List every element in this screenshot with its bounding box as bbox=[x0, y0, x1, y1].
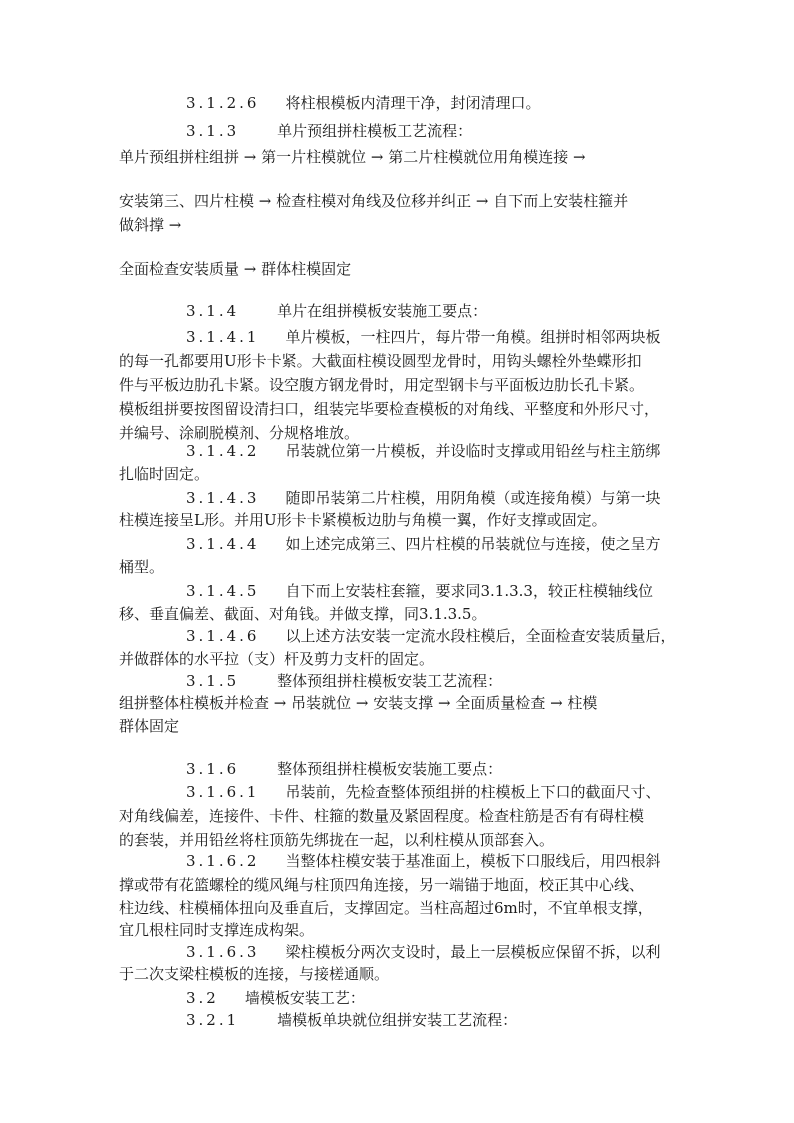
heading-text: 墙模板单块就位组拼安装工艺流程： bbox=[277, 1011, 518, 1029]
heading-3-1-3 bbox=[186, 120, 472, 142]
flow-line: 安装第三、四片柱模 → 检查柱模对角线及位移并纠正 → 自下而上安装柱箍并 bbox=[119, 192, 629, 210]
heading-3-1-4 bbox=[186, 300, 487, 322]
clause-3-1-4-4 bbox=[186, 533, 661, 555]
clause-number: 3.1.4.4 bbox=[186, 535, 260, 553]
clause-text: 吊装前，先检查整体预组拼的柱模板上下口的截面尺寸、 bbox=[285, 783, 661, 801]
clause-number: 3.1.4.2 bbox=[186, 442, 260, 460]
clause-number: 3.1.4.3 bbox=[186, 489, 260, 507]
clause-text: 吊装就位第一片模板，并设临时支撑或用铅丝与柱主筋绑 bbox=[285, 442, 661, 460]
clause-continuation: 的每一孔都要用U形卡卡紧。大截面柱模设圆型龙骨时，用钩头螺栓外垫蝶形扣 bbox=[119, 352, 642, 370]
clause-number: 3.1.4.5 bbox=[186, 582, 260, 600]
heading-number: 3.2.1 bbox=[186, 1011, 240, 1029]
clause-text: 随即吊装第二片柱模，用阴角模（或连接角模）与第一块 bbox=[285, 489, 661, 507]
flow-line: 单片预组拼柱组拼 → 第一片柱模就位 → 第二片柱模就位用角模连接 → bbox=[119, 148, 586, 166]
clause-continuation: 扎临时固定。 bbox=[119, 465, 210, 483]
clause-3-1-4-2 bbox=[186, 440, 661, 462]
clause-number: 3.1.4.6 bbox=[186, 627, 260, 645]
clause-3-1-4-5 bbox=[186, 580, 653, 602]
clause-continuation: 对角线偏差，连接件、卡件、柱箍的数量及紧固程度。检查柱筋是否有有碍柱模 bbox=[119, 807, 645, 825]
clause-continuation: 并做群体的水平拉（支）杆及剪力支杆的固定。 bbox=[119, 650, 435, 668]
heading-number: 3.1.3 bbox=[186, 122, 240, 140]
heading-3-2-1 bbox=[186, 1009, 517, 1031]
flow-line: 组拼整体柱模板并检查 → 吊装就位 → 安装支撑 → 全面质量检查 → 柱模 bbox=[119, 694, 598, 712]
clause-continuation: 于二次支梁柱模板的连接，与接槎通顺。 bbox=[119, 965, 390, 983]
flow-line: 全面检查安装质量 → 群体柱模固定 bbox=[119, 260, 352, 278]
clause-3-1-2-6 bbox=[186, 92, 541, 114]
clause-number: 3.1.4.1 bbox=[186, 328, 260, 346]
heading-3-1-6 bbox=[186, 758, 502, 780]
heading-text: 单片预组拼柱模板工艺流程： bbox=[277, 122, 473, 140]
clause-continuation: 桶型。 bbox=[119, 558, 165, 576]
flow-line: 做斜撑 → bbox=[119, 216, 182, 234]
heading-number: 3.1.4 bbox=[186, 302, 240, 320]
heading-3-2 bbox=[186, 987, 365, 1009]
clause-text: 梁柱模板分两次支设时，最上一层模板应保留不拆，以利 bbox=[285, 943, 661, 961]
clause-3-1-6-3 bbox=[186, 941, 661, 963]
clause-number: 3.1.2.6 bbox=[186, 94, 260, 112]
flow-line: 群体固定 bbox=[119, 717, 180, 735]
heading-text: 墙模板安装工艺： bbox=[244, 989, 365, 1007]
clause-continuation: 并编号、涂刷脱模剂、分规格堆放。 bbox=[119, 424, 360, 442]
heading-number: 3.1.5 bbox=[186, 672, 240, 690]
clause-continuation: 模板组拼要按图留设清扫口，组装完毕要检查模板的对角线、平整度和外形尺寸， bbox=[119, 400, 660, 418]
clause-text: 将柱根模板内清理干净，封闭清理口。 bbox=[285, 94, 541, 112]
clause-text: 自下而上安装柱套箍，要求同3.1.3.3，较正柱模轴线位 bbox=[285, 582, 653, 600]
clause-continuation: 移、垂直偏差、截面、对角钱。并做支撑，同3.1.3.5。 bbox=[119, 605, 487, 623]
clause-continuation: 柱边线、柱模桶体扭向及垂直后，支撑固定。当柱高超过6m时，不宜单根支撑， bbox=[119, 899, 653, 917]
heading-number: 3.2 bbox=[186, 989, 219, 1007]
clause-number: 3.1.6.2 bbox=[186, 852, 260, 870]
clause-number: 3.1.6.3 bbox=[186, 943, 260, 961]
heading-3-1-5 bbox=[186, 670, 502, 692]
clause-text: 当整体柱模安装于基准面上，模板下口服线后，用四根斜 bbox=[285, 852, 661, 870]
heading-number: 3.1.6 bbox=[186, 760, 240, 778]
clause-text: 单片模板，一柱四片，每片带一角模。组拼时相邻两块板 bbox=[285, 328, 661, 346]
clause-continuation: 宜几根柱同时支撑连成构架。 bbox=[119, 921, 315, 939]
clause-text: 以上述方法安装一定流水段柱模后，全面检查安装质量后， bbox=[285, 627, 676, 645]
clause-3-1-6-1 bbox=[186, 781, 661, 803]
heading-text: 整体预组拼柱模板安装工艺流程： bbox=[277, 672, 503, 690]
clause-number: 3.1.6.1 bbox=[186, 783, 260, 801]
clause-3-1-6-2 bbox=[186, 850, 661, 872]
clause-continuation: 件与平板边肋孔卡紧。设空腹方钢龙骨时，用定型钢卡与平面板边肋长孔卡紧。 bbox=[119, 376, 645, 394]
clause-3-1-4-3 bbox=[186, 487, 661, 509]
clause-text: 如上述完成第三、四片柱模的吊装就位与连接，使之呈方 bbox=[285, 535, 661, 553]
heading-text: 单片在组拼模板安装施工要点： bbox=[277, 302, 488, 320]
clause-3-1-4-6 bbox=[186, 625, 676, 647]
clause-continuation: 的套装，并用铅丝将柱顶筋先绑拢在一起，以利柱模从顶部套入。 bbox=[119, 831, 555, 849]
heading-text: 整体预组拼柱模板安装施工要点： bbox=[277, 760, 503, 778]
clause-continuation: 撑或带有花篮螺栓的缆风绳与柱顶四角连接，另一端锚于地面，校正其中心线、 bbox=[119, 876, 645, 894]
clause-3-1-4-1 bbox=[186, 326, 661, 348]
clause-continuation: 柱模连接呈L形。并用U形卡卡紧模板边肋与角模一翼，作好支撑或固定。 bbox=[119, 511, 607, 529]
